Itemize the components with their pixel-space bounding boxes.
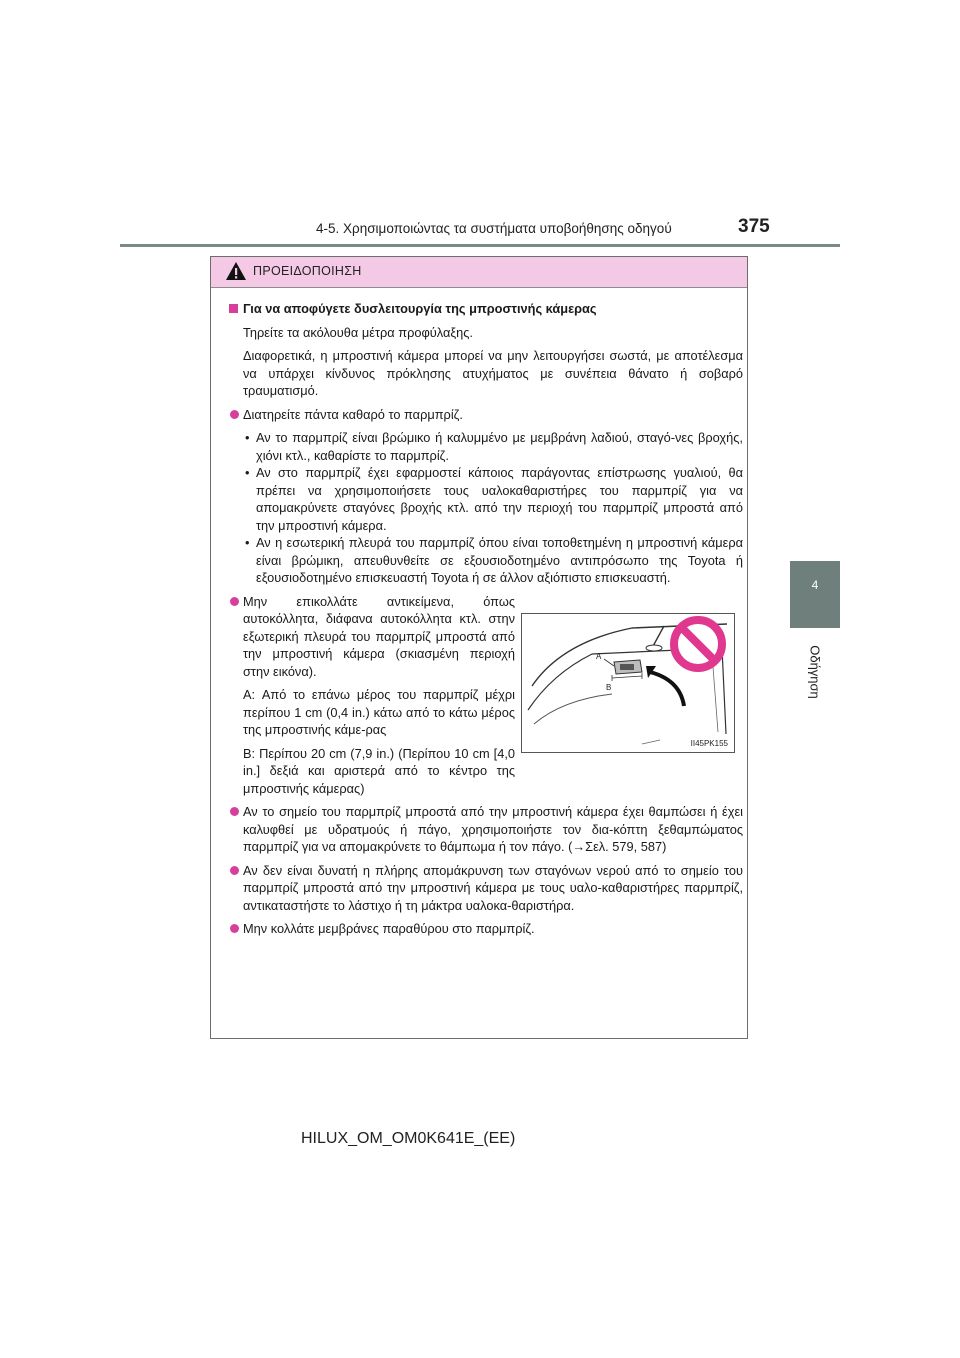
round-bullet-icon bbox=[230, 410, 239, 419]
illustration-code: II45PK155 bbox=[690, 739, 728, 748]
consequence-text: Διαφορετικά, η μπροστινή κάμερα μπορεί να μην λειτουργήσει σωστά, με αποτέλεσμα να υπάρχει κίνδυνος πρόκλησης ατυχήματος με συνέπεια θάνατο ή σοβαρό τραυματισμό. bbox=[243, 348, 743, 398]
note-a: A: Από το επάνω μέρος του παρμπρίζ μέχρι περίπου 1 cm (0,4 in.) κάτω από το κάτω μέρος της μπροστινής κάμε-ρας bbox=[243, 687, 515, 737]
sub-bullet-text: Αν η εσωτερική πλευρά του παρμπρίζ όπου είναι τοποθετημένη η μπροστινή κάμερα είναι βρώμικη, απευθυνθείτε σε εξουσιοδοτημένο αντιπρόσωπο της Toyota ή εξουσιοδοτημένο επισκευαστή Toyota ή σε άλλον αξιόπιστο επισκευαστή. bbox=[256, 535, 743, 585]
bullet-item bbox=[229, 803, 743, 856]
warning-box bbox=[210, 256, 748, 1039]
chapter-tab bbox=[790, 561, 840, 628]
bullet-item bbox=[229, 406, 743, 424]
bullet-text: Αν δεν είναι δυνατή η πλήρης απομάκρυνση των σταγόνων νερού από το σημείο του παρμπρίζ μπροστά από την μπροστινή κάμερα με τους υαλο-καθαριστήρες παρμπρίζ, αντικαταστήστε το λάστιχο ή τη μάκτρα υαλοκα-θαριστήρα. bbox=[243, 862, 743, 913]
label-b: B bbox=[606, 683, 612, 692]
windshield-illustration bbox=[521, 613, 735, 753]
sub-bullet-mark: • bbox=[245, 430, 250, 445]
sub-bullet-item bbox=[229, 534, 743, 587]
sub-bullet-mark: • bbox=[245, 535, 250, 550]
warning-label: ΠΡΟΕΙΔΟΠΟΙΗΣΗ bbox=[253, 264, 362, 278]
sub-bullet-text: Αν το παρμπρίζ είναι βρώμικο ή καλυμμένο με μεμβράνη λαδιού, σταγό-νες βροχής, χιόνι κτλ., καθαρίστε το παρμπρίζ. bbox=[256, 430, 743, 463]
sub-bullet-mark: • bbox=[245, 465, 250, 480]
warning-header bbox=[211, 257, 747, 288]
round-bullet-icon bbox=[230, 924, 239, 933]
sub-bullet-text: Αν στο παρμπρίζ έχει εφαρμοστεί κάποιος παράγοντας επίστρωσης γυαλιού, θα πρέπει να χρησιμοποιήσετε τους υαλοκαθαριστήρες του παρμπρίζ για να απομακρύνετε σταγόνες βροχής κτλ. από την περιοχή του παρμπρίζ μπροστά από την μπροστινή κάμερα. bbox=[256, 465, 743, 533]
warning-section-title bbox=[229, 300, 743, 318]
chapter-label-container bbox=[790, 632, 840, 712]
document-code: HILUX_OM_OM0K641E_(EE) bbox=[301, 1130, 516, 1147]
square-bullet-icon bbox=[229, 304, 238, 313]
note-b: B: Περίπου 20 cm (7,9 in.) (Περίπου 10 cm [4,0 in.] δεξιά και αριστερά από το κέντρο της μπροστινής κάμερας) bbox=[243, 745, 515, 796]
chapter-number: 4 bbox=[811, 578, 819, 592]
header-rule bbox=[120, 244, 840, 247]
chapter-label: Οδήγηση bbox=[807, 645, 823, 699]
bullet-item bbox=[229, 920, 743, 938]
round-bullet-icon bbox=[230, 807, 239, 816]
round-bullet-icon bbox=[230, 597, 239, 606]
warning-triangle-icon bbox=[225, 260, 247, 282]
bullet-text: Διατηρείτε πάντα καθαρό το παρμπρίζ. bbox=[243, 406, 463, 422]
sub-bullet-item bbox=[229, 429, 743, 464]
sub-bullet-item bbox=[229, 464, 743, 534]
bullet-text: Μην κολλάτε μεμβράνες παραθύρου στο παρμπρίζ. bbox=[243, 921, 535, 936]
windshield-camera-drawing bbox=[522, 614, 734, 752]
bullet-text: Αν το σημείο του παρμπρίζ μπροστά από την μπροστινή κάμερα έχει θαμπώσει ή έχει καλυφθεί με υδρατμούς ή πάγο, χρησιμοποιήστε τον δια-κόπτη ξεθαμπώματος παρμπρίζ για να απομακρύνετε το θάμπωμα ή τον πάγο. (→Σελ. 579, 587) bbox=[243, 804, 743, 854]
bullet-item bbox=[229, 593, 515, 681]
intro-text: Τηρείτε τα ακόλουθα μέτρα προφύλαξης. bbox=[243, 324, 473, 340]
warning-section-title-text: Για να αποφύγετε δυσλειτουργία της μπροστινής κάμερας bbox=[243, 301, 597, 316]
bullet-item bbox=[229, 862, 743, 915]
page-number: 375 bbox=[738, 216, 770, 237]
section-header-title: 4-5. Χρησιμοποιώντας τα συστήματα υποβοήθησης οδηγού bbox=[316, 221, 672, 236]
label-a: A bbox=[596, 652, 602, 661]
bullet-text: Μην επικολλάτε αντικείμενα, όπως αυτοκόλλητα, διάφανα αυτοκόλλητα κτλ. στην εξωτερική πλευρά του παρμπρίζ μπροστά από την μπροστινή κάμερα (σκιασμένη περιοχή στην εικόνα). bbox=[243, 593, 515, 679]
round-bullet-icon bbox=[230, 866, 239, 875]
